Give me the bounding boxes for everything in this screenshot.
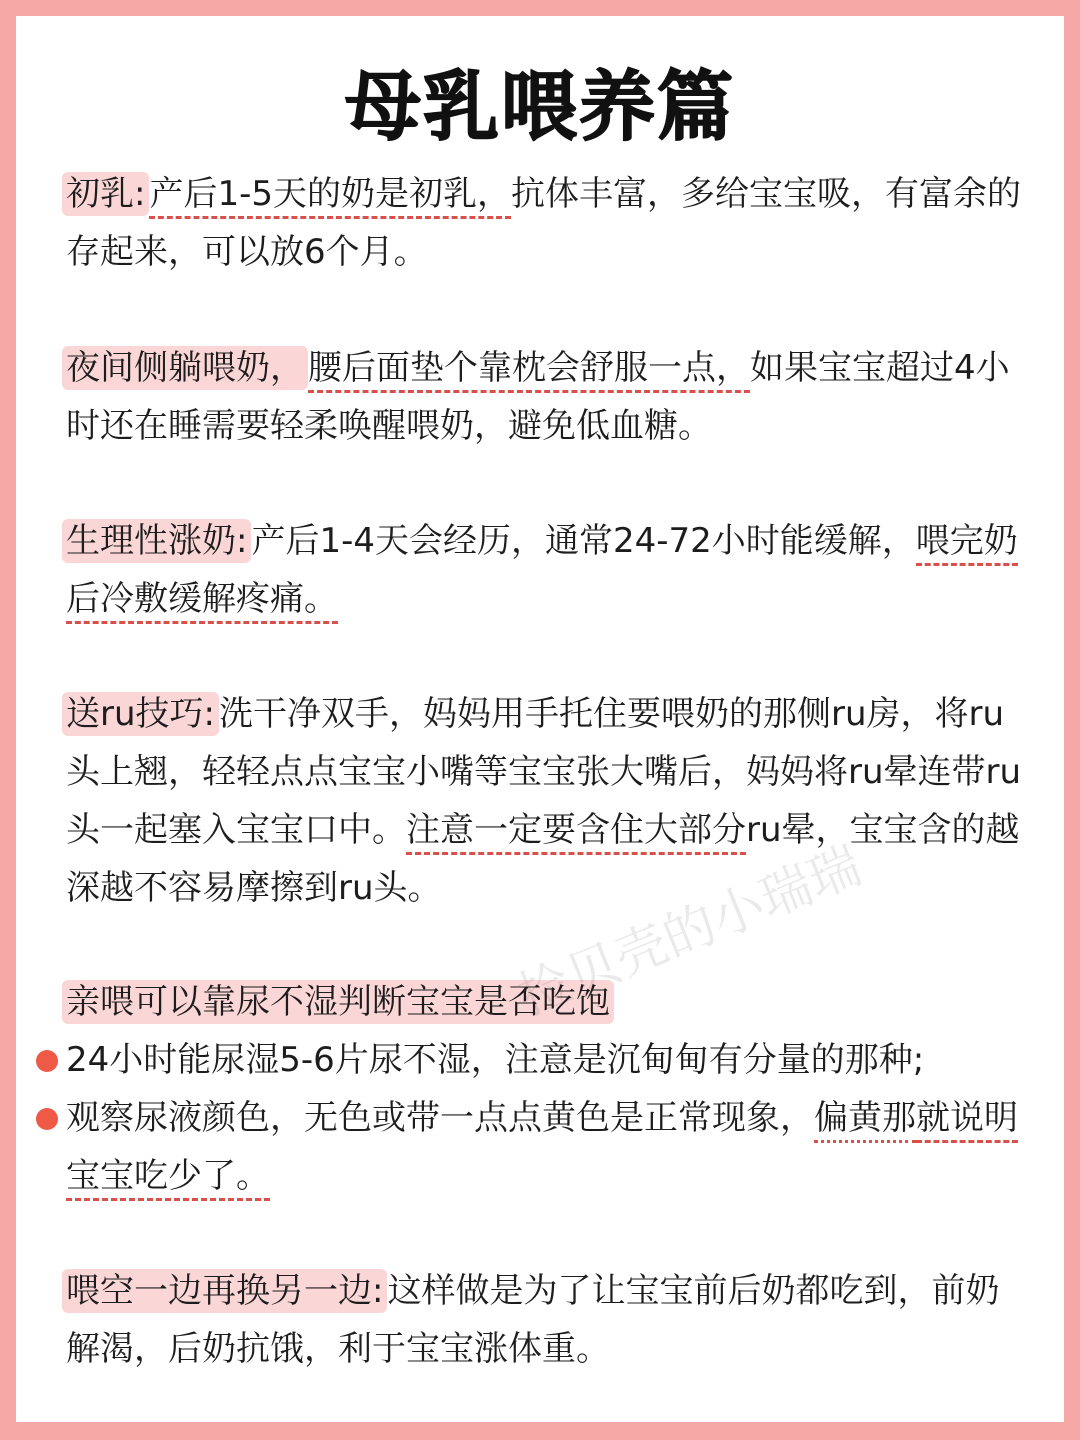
list-item xyxy=(66,1089,1026,1205)
body-text: 抗体丰富，多给宝宝吸，有富余的存起来，可以放6个月。 xyxy=(66,174,1022,272)
underlined-text: 喂完奶后冷敷缓解疼痛。 xyxy=(66,521,1018,624)
section-heading: 送ru技巧: xyxy=(62,692,219,736)
watermark: 捡贝壳的小瑞瑞 xyxy=(509,835,870,1028)
body-text: ru晕，宝宝含的越深越不容易摩擦到ru头。 xyxy=(66,810,1020,908)
body-text: 如果宝宝超过4小时还在睡需要轻柔唤醒喂奶，避免低血糖。 xyxy=(66,348,1010,446)
body-text: 洗干净双手，妈妈用手托住要喂奶的那侧ru房，将ru头上翘，轻轻点点宝宝小嘴等宝宝张大嘴后，妈妈将ru晕连带ru头一起塞入宝宝口中。 xyxy=(66,694,1022,850)
list-item xyxy=(66,1031,1026,1089)
section-engorgement xyxy=(66,512,1026,628)
section-heading: 夜间侧躺喂奶， xyxy=(62,346,308,390)
body-text: 观察尿液颜色，无色或带一点点黄色是正常现象， xyxy=(66,1098,814,1138)
page-title: 母乳喂养篇 xyxy=(345,62,735,151)
dotted-underlined-text: 偏黄那 xyxy=(814,1098,916,1143)
body-text: 这样做是为了让宝宝前后奶都吃到，前奶解渴，后奶抗饿，利于宝宝涨体重。 xyxy=(66,1271,1000,1369)
bullet-dot-icon xyxy=(36,1050,58,1072)
bullet-dot-icon xyxy=(36,1108,58,1130)
underlined-text: 就说明宝宝吃少了。 xyxy=(66,1098,1018,1201)
section-heading: 喂空一边再换另一边: xyxy=(62,1269,387,1313)
section-night-feeding xyxy=(66,339,1026,455)
body-text: 产后1-4天会经历，通常24-72小时能缓解， xyxy=(251,521,916,561)
underlined-text: 注意一定要含住大部分 xyxy=(406,810,746,855)
section-heading: 生理性涨奶: xyxy=(62,519,251,563)
underlined-text: 产后1-5天的奶是初乳， xyxy=(149,174,511,219)
underlined-text: 腰后面垫个靠枕会舒服一点， xyxy=(308,348,750,393)
section-switch-sides xyxy=(66,1262,1026,1378)
section-colostrum xyxy=(66,165,1026,281)
section-heading: 亲喂可以靠尿不湿判断宝宝是否吃饱 xyxy=(62,980,614,1024)
section-heading: 初乳: xyxy=(62,172,149,216)
body-text: 24小时能尿湿5-6片尿不湿，注意是沉甸甸有分量的那种; xyxy=(66,1040,925,1080)
section-latch-technique xyxy=(66,685,1026,917)
